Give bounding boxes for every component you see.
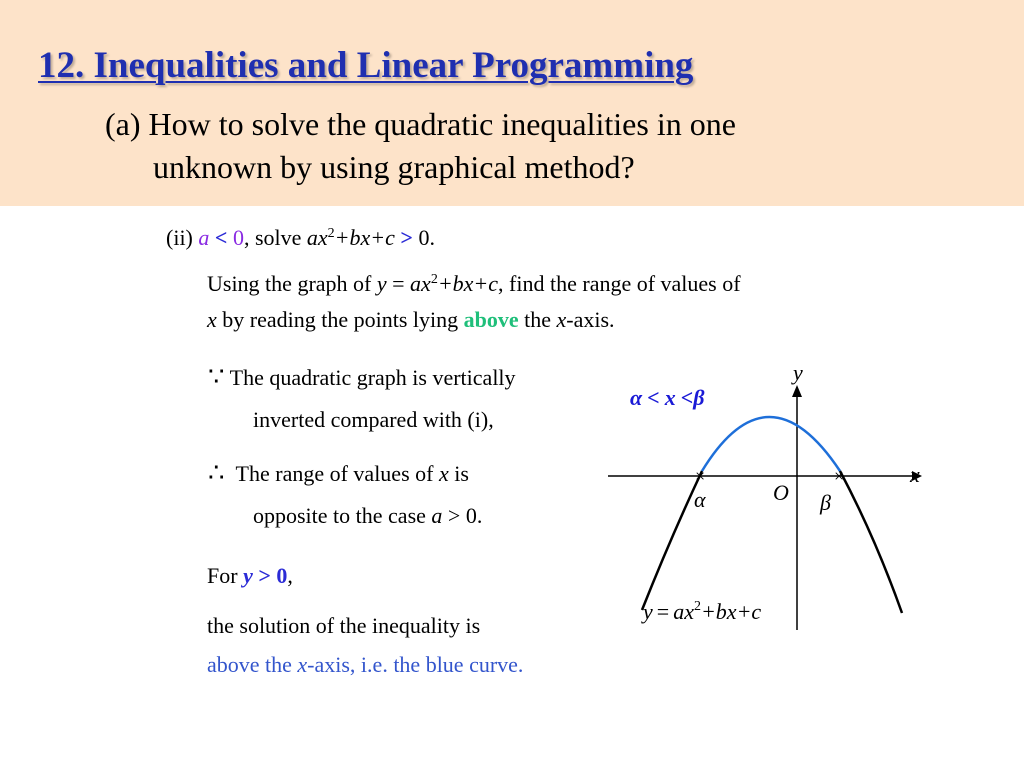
therefore-text-2: opposite to the case — [253, 503, 426, 528]
instruction-x-2: x — [556, 307, 567, 332]
therefore-line-2 — [253, 503, 482, 529]
solution-line-2 — [207, 652, 523, 678]
for-comma: , — [287, 563, 293, 588]
range-lt-1: < — [647, 385, 660, 410]
alpha-label: α — [694, 487, 706, 512]
curve-left-below — [642, 471, 702, 610]
curve-eq-ax: ax — [673, 599, 694, 624]
instruction-text-2: , find the range of values of — [498, 271, 741, 296]
therefore-x: x — [438, 461, 449, 486]
solution-line-1: the solution of the inequality is — [207, 613, 481, 638]
case-solve: , solve — [243, 225, 302, 250]
curve-equation — [641, 599, 761, 624]
therefore-line-1 — [208, 460, 469, 487]
instruction-x: x — [207, 307, 217, 332]
case-bxc: +bx+c — [334, 225, 395, 250]
instruction-bxc: +bx+c — [437, 271, 499, 296]
because-line-2: inverted compared with (i), — [253, 407, 494, 432]
case-ax: ax — [306, 225, 328, 250]
because-text-1: The quadratic graph is vertically — [229, 365, 516, 390]
slide-subtitle — [105, 103, 736, 189]
subtitle-line-1: (a) How to solve the quadratic inequalities in one — [105, 106, 736, 142]
title-banner — [0, 0, 1024, 206]
for-y-line — [207, 563, 293, 589]
instruction-text-5: -axis. — [566, 307, 615, 332]
parabola-graph — [600, 355, 940, 645]
because-line-1 — [208, 364, 516, 391]
because-symbol: ∵ — [208, 362, 225, 391]
beta-label: β — [820, 490, 831, 515]
case-a: a — [198, 225, 210, 250]
solution-x: x — [297, 652, 308, 677]
therefore-symbol: ∴ — [208, 458, 225, 487]
range-label — [630, 385, 705, 410]
range-lt-2: < — [680, 385, 694, 410]
instruction-text-1: Using the graph of — [207, 271, 372, 296]
y-axis-label: y — [793, 360, 803, 385]
instruction-text-3: by reading the points lying — [222, 307, 459, 332]
case-gt-zero: 0. — [418, 225, 435, 250]
solution-text-1: above the — [207, 652, 292, 677]
therefore-a: a — [431, 503, 443, 528]
instruction-ax: ax — [410, 271, 431, 296]
curve-eq-square: 2 — [693, 599, 701, 614]
therefore-cond: > 0. — [447, 503, 483, 528]
range-alpha: α — [630, 385, 643, 410]
instruction-line-2 — [207, 307, 615, 333]
for-y: y — [243, 563, 253, 588]
case-gt: > — [400, 225, 413, 250]
range-x: x — [664, 385, 676, 410]
instruction-equals: = — [392, 271, 405, 296]
curve-above-axis — [702, 417, 840, 471]
for-cond: > 0 — [258, 563, 288, 588]
case-zero: 0 — [232, 225, 244, 250]
instruction-text-4: the — [524, 307, 552, 332]
subtitle-line-2: unknown by using graphical method? — [153, 149, 635, 185]
solution-text-2: -axis, i.e. the blue curve. — [307, 652, 524, 677]
therefore-is: is — [454, 461, 469, 486]
therefore-text-1: The range of values of — [235, 461, 434, 486]
instruction-above: above — [463, 307, 519, 332]
origin-label: O — [773, 480, 789, 505]
instruction-square: 2 — [430, 272, 438, 287]
case-lt: < — [214, 225, 228, 250]
case-label: (ii) — [166, 225, 193, 250]
curve-eq-bxc: +bx+c — [700, 599, 762, 624]
curve-eq-equals: = — [656, 599, 670, 624]
alpha-cross-marker: × — [695, 466, 706, 486]
case-square: 2 — [327, 226, 335, 241]
instruction-line-1 — [207, 271, 741, 297]
range-beta: β — [693, 385, 705, 410]
for-text: For — [207, 563, 238, 588]
curve-right-below — [840, 471, 902, 613]
slide-title: 12. Inequalities and Linear Programming — [38, 45, 694, 86]
curve-eq-y: y — [643, 599, 653, 624]
case-statement — [166, 225, 435, 251]
beta-cross-marker: × — [834, 466, 845, 486]
instruction-y: y — [376, 271, 387, 296]
y-axis-arrow — [792, 385, 802, 397]
x-axis-label: x — [910, 462, 920, 487]
